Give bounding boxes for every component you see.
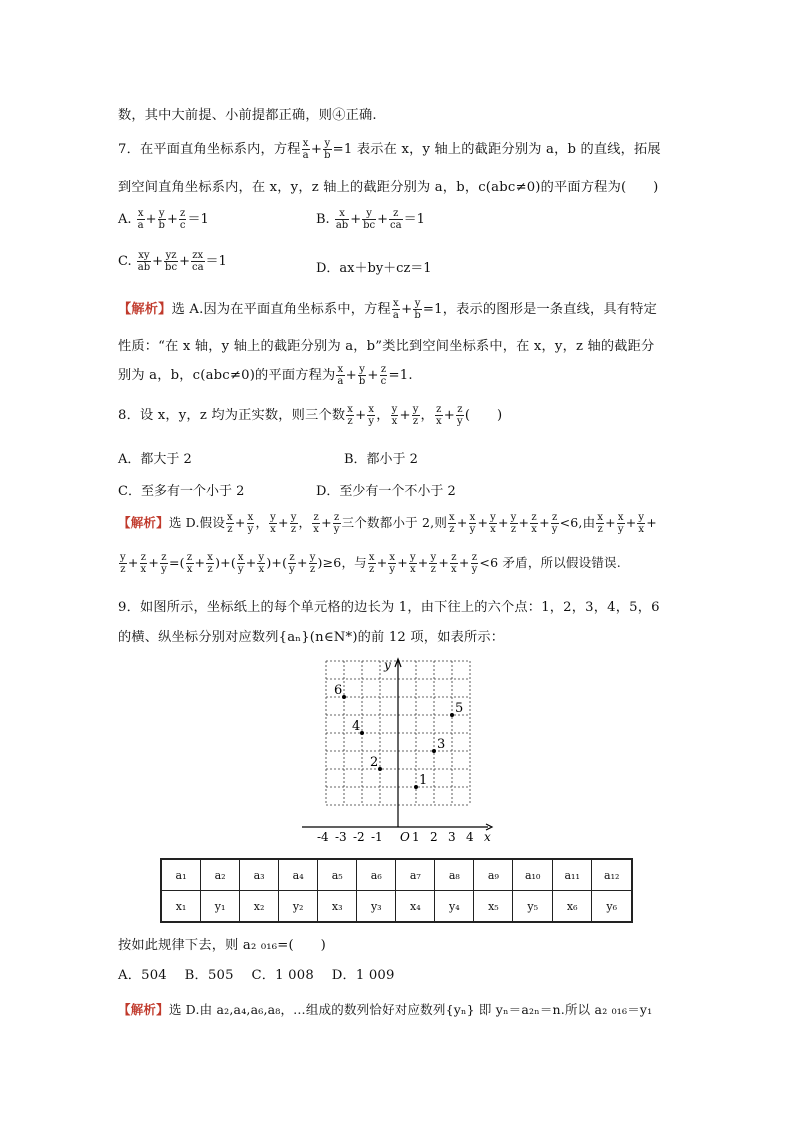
table-cell: y₂ bbox=[279, 891, 318, 923]
a8-line1: 【解析】选 D.假设 $\frac{x}{z}$ + $\frac{x}{y}$ ， $\frac{y}{x}$ + $\frac{y}{z}$ ， $\frac{z}{x}$ + $\frac{z}{y}$ 三个数都小于 2,则 $\frac{x}{z}$ + $\frac{x}{y}$ + $\frac{y}{x}$ + $\frac{y}{z}$ + $\frac{z}{x}$ + $\frac{z}{y}$ <6,由 $\frac{x}{z}$ + $\frac{x}{y}$ + $\frac{y}{x}$ + bbox=[118, 512, 657, 535]
table-cell: x₃ bbox=[318, 891, 357, 923]
grid-point bbox=[360, 731, 364, 735]
table-cell: a₉ bbox=[474, 859, 513, 891]
table-row bbox=[161, 859, 632, 891]
q8-option-d: D．至少有一个不小于 2 bbox=[316, 484, 456, 499]
grid-point bbox=[432, 749, 436, 753]
table-cell: a₁₁ bbox=[552, 859, 592, 891]
q9-line3: 按如此规律下去，则 a₂ ₀₁₆=( ) bbox=[118, 938, 326, 953]
table-cell: a₂ bbox=[201, 859, 240, 891]
point-label: 4 bbox=[352, 719, 361, 734]
table-cell: a₁ bbox=[161, 859, 201, 891]
table-cell: a₈ bbox=[435, 859, 474, 891]
q7-option-c: C. $\frac{xy}{ab}$ + $\frac{yz}{bc}$ + $\frac{zx}{ca}$ ＝1 bbox=[118, 250, 227, 273]
q8-option-b: B．都小于 2 bbox=[344, 452, 418, 467]
q7-option-d: D．ax＋by＋cz＝1 bbox=[316, 261, 432, 276]
origin-label: O bbox=[400, 830, 410, 844]
a7-line2: 性质：“在 x 轴，y 轴上的截距分别为 a，b”类比到空间坐标系中，在 x，y，z 轴的截距分 bbox=[118, 339, 655, 354]
table-cell: y₆ bbox=[592, 891, 632, 923]
a7-line3: 别为 a，b，c(abc≠0)的平面方程为 $\frac{x}{a}$ + $\frac{y}{b}$ + $\frac{z}{c}$ =1. bbox=[118, 364, 413, 387]
sequence-table bbox=[160, 858, 633, 923]
table-row bbox=[161, 891, 632, 923]
table-cell: a₅ bbox=[318, 859, 357, 891]
table-cell: a₁₂ bbox=[592, 859, 632, 891]
table-cell: a₇ bbox=[396, 859, 435, 891]
table-cell: x₅ bbox=[474, 891, 513, 923]
point-label: 2 bbox=[370, 755, 379, 770]
table-cell: a₁₀ bbox=[513, 859, 553, 891]
grid-point bbox=[414, 785, 418, 789]
x-tick-label: -1 bbox=[371, 830, 383, 844]
q7-option-a: A. $\frac{x}{a}$ + $\frac{y}{b}$ + $\frac{z}{c}$ ＝1 bbox=[118, 208, 209, 231]
x-tick-label: -3 bbox=[335, 830, 347, 844]
coordinate-grid-figure bbox=[300, 655, 500, 845]
table-cell: x₁ bbox=[161, 891, 201, 923]
grid-point bbox=[342, 695, 346, 699]
q7-line2: 到空间直角坐标系内，在 x，y，z 轴上的截距分别为 a，b，c(abc≠0)的平面方程为( ) bbox=[118, 180, 659, 195]
point-label: 5 bbox=[455, 701, 464, 716]
table-cell: x₂ bbox=[240, 891, 279, 923]
table-cell: a₆ bbox=[357, 859, 396, 891]
q7-option-b: B. $\frac{x}{ab}$ + $\frac{y}{bc}$ + $\frac{z}{ca}$ ＝1 bbox=[316, 208, 425, 231]
x-tick-label: 1 bbox=[412, 830, 420, 844]
table-cell: x₄ bbox=[396, 891, 435, 923]
q9-line2: 的横、纵坐标分别对应数列{aₙ}(n∈N*)的前 12 项，如表所示： bbox=[118, 630, 505, 645]
table-cell: y₅ bbox=[513, 891, 553, 923]
x-tick-label: -4 bbox=[317, 830, 329, 844]
q7-line1: 7．在平面直角坐标系内，方程 $\frac{x}{a}$ + $\frac{y}{b}$ =1 表示在 x，y 轴上的截距分别为 a，b 的直线，拓展 bbox=[118, 138, 661, 161]
y-axis-label: y bbox=[384, 658, 391, 672]
point-label: 1 bbox=[419, 773, 428, 788]
a9-line1: 【解析】选 D.由 a₂,a₄,a₆,a₈，…组成的数列恰好对应数列{yₙ} 即 yₙ＝a₂ₙ＝n.所以 a₂ ₀₁₆＝y₁ bbox=[118, 1002, 653, 1017]
grid-point bbox=[450, 713, 454, 717]
a7-line1: 【解析】选 A.因为在平面直角坐标系中，方程 $\frac{x}{a}$ + $\frac{y}{b}$ =1，表示的图形是一条直线，具有特定 bbox=[118, 298, 657, 321]
table-cell: x₆ bbox=[552, 891, 592, 923]
table-cell: y₁ bbox=[201, 891, 240, 923]
point-label: 6 bbox=[334, 683, 343, 698]
q8-line1: 8．设 x，y，z 均为正实数，则三个数 $\frac{x}{z}$ + $\frac{x}{y}$ ， $\frac{y}{x}$ + $\frac{y}{z}$ ， $\frac{z}{x}$ + $\frac{z}{y}$ ( ) bbox=[118, 404, 503, 427]
intro-text: 数，其中大前提、小前提都正确，则④正确. bbox=[118, 108, 377, 123]
q9-line1: 9．如图所示，坐标纸上的每个单元格的边长为 1，由下往上的六个点：1，2，3，4，5，6 bbox=[118, 600, 660, 615]
table-cell: y₄ bbox=[435, 891, 474, 923]
x-tick-label: 2 bbox=[430, 830, 438, 844]
point-label: 3 bbox=[437, 737, 446, 752]
table-cell: y₃ bbox=[357, 891, 396, 923]
table-cell: a₃ bbox=[240, 859, 279, 891]
x-tick-label: 3 bbox=[448, 830, 456, 844]
q8-option-c: C．至多有一个小于 2 bbox=[118, 484, 245, 499]
a8-line2: $\frac{y}{z}$ + $\frac{z}{x}$ + $\frac{z}{y}$ =( $\frac{z}{x}$ + $\frac{x}{z}$ )+( $\frac{x}{y}$ + $\frac{y}{x}$ )+( $\frac{z}{y}$ + $\frac{y}{z}$ )≥6，与 $\frac{x}{z}$ + $\frac{x}{y}$ + $\frac{y}{x}$ + $\frac{y}{z}$ + $\frac{z}{x}$ + $\frac{z}{y}$ <6 矛盾，所以假设错误. bbox=[120, 552, 621, 575]
x-tick-label: -2 bbox=[353, 830, 365, 844]
grid-point bbox=[378, 767, 382, 771]
q8-option-a: A．都大于 2 bbox=[118, 452, 192, 467]
q9-options: A．504 B．505 C．1 008 D．1 009 bbox=[118, 968, 395, 983]
x-axis-label: x bbox=[484, 830, 491, 844]
table-cell: a₄ bbox=[279, 859, 318, 891]
x-tick-label: 4 bbox=[466, 830, 474, 844]
